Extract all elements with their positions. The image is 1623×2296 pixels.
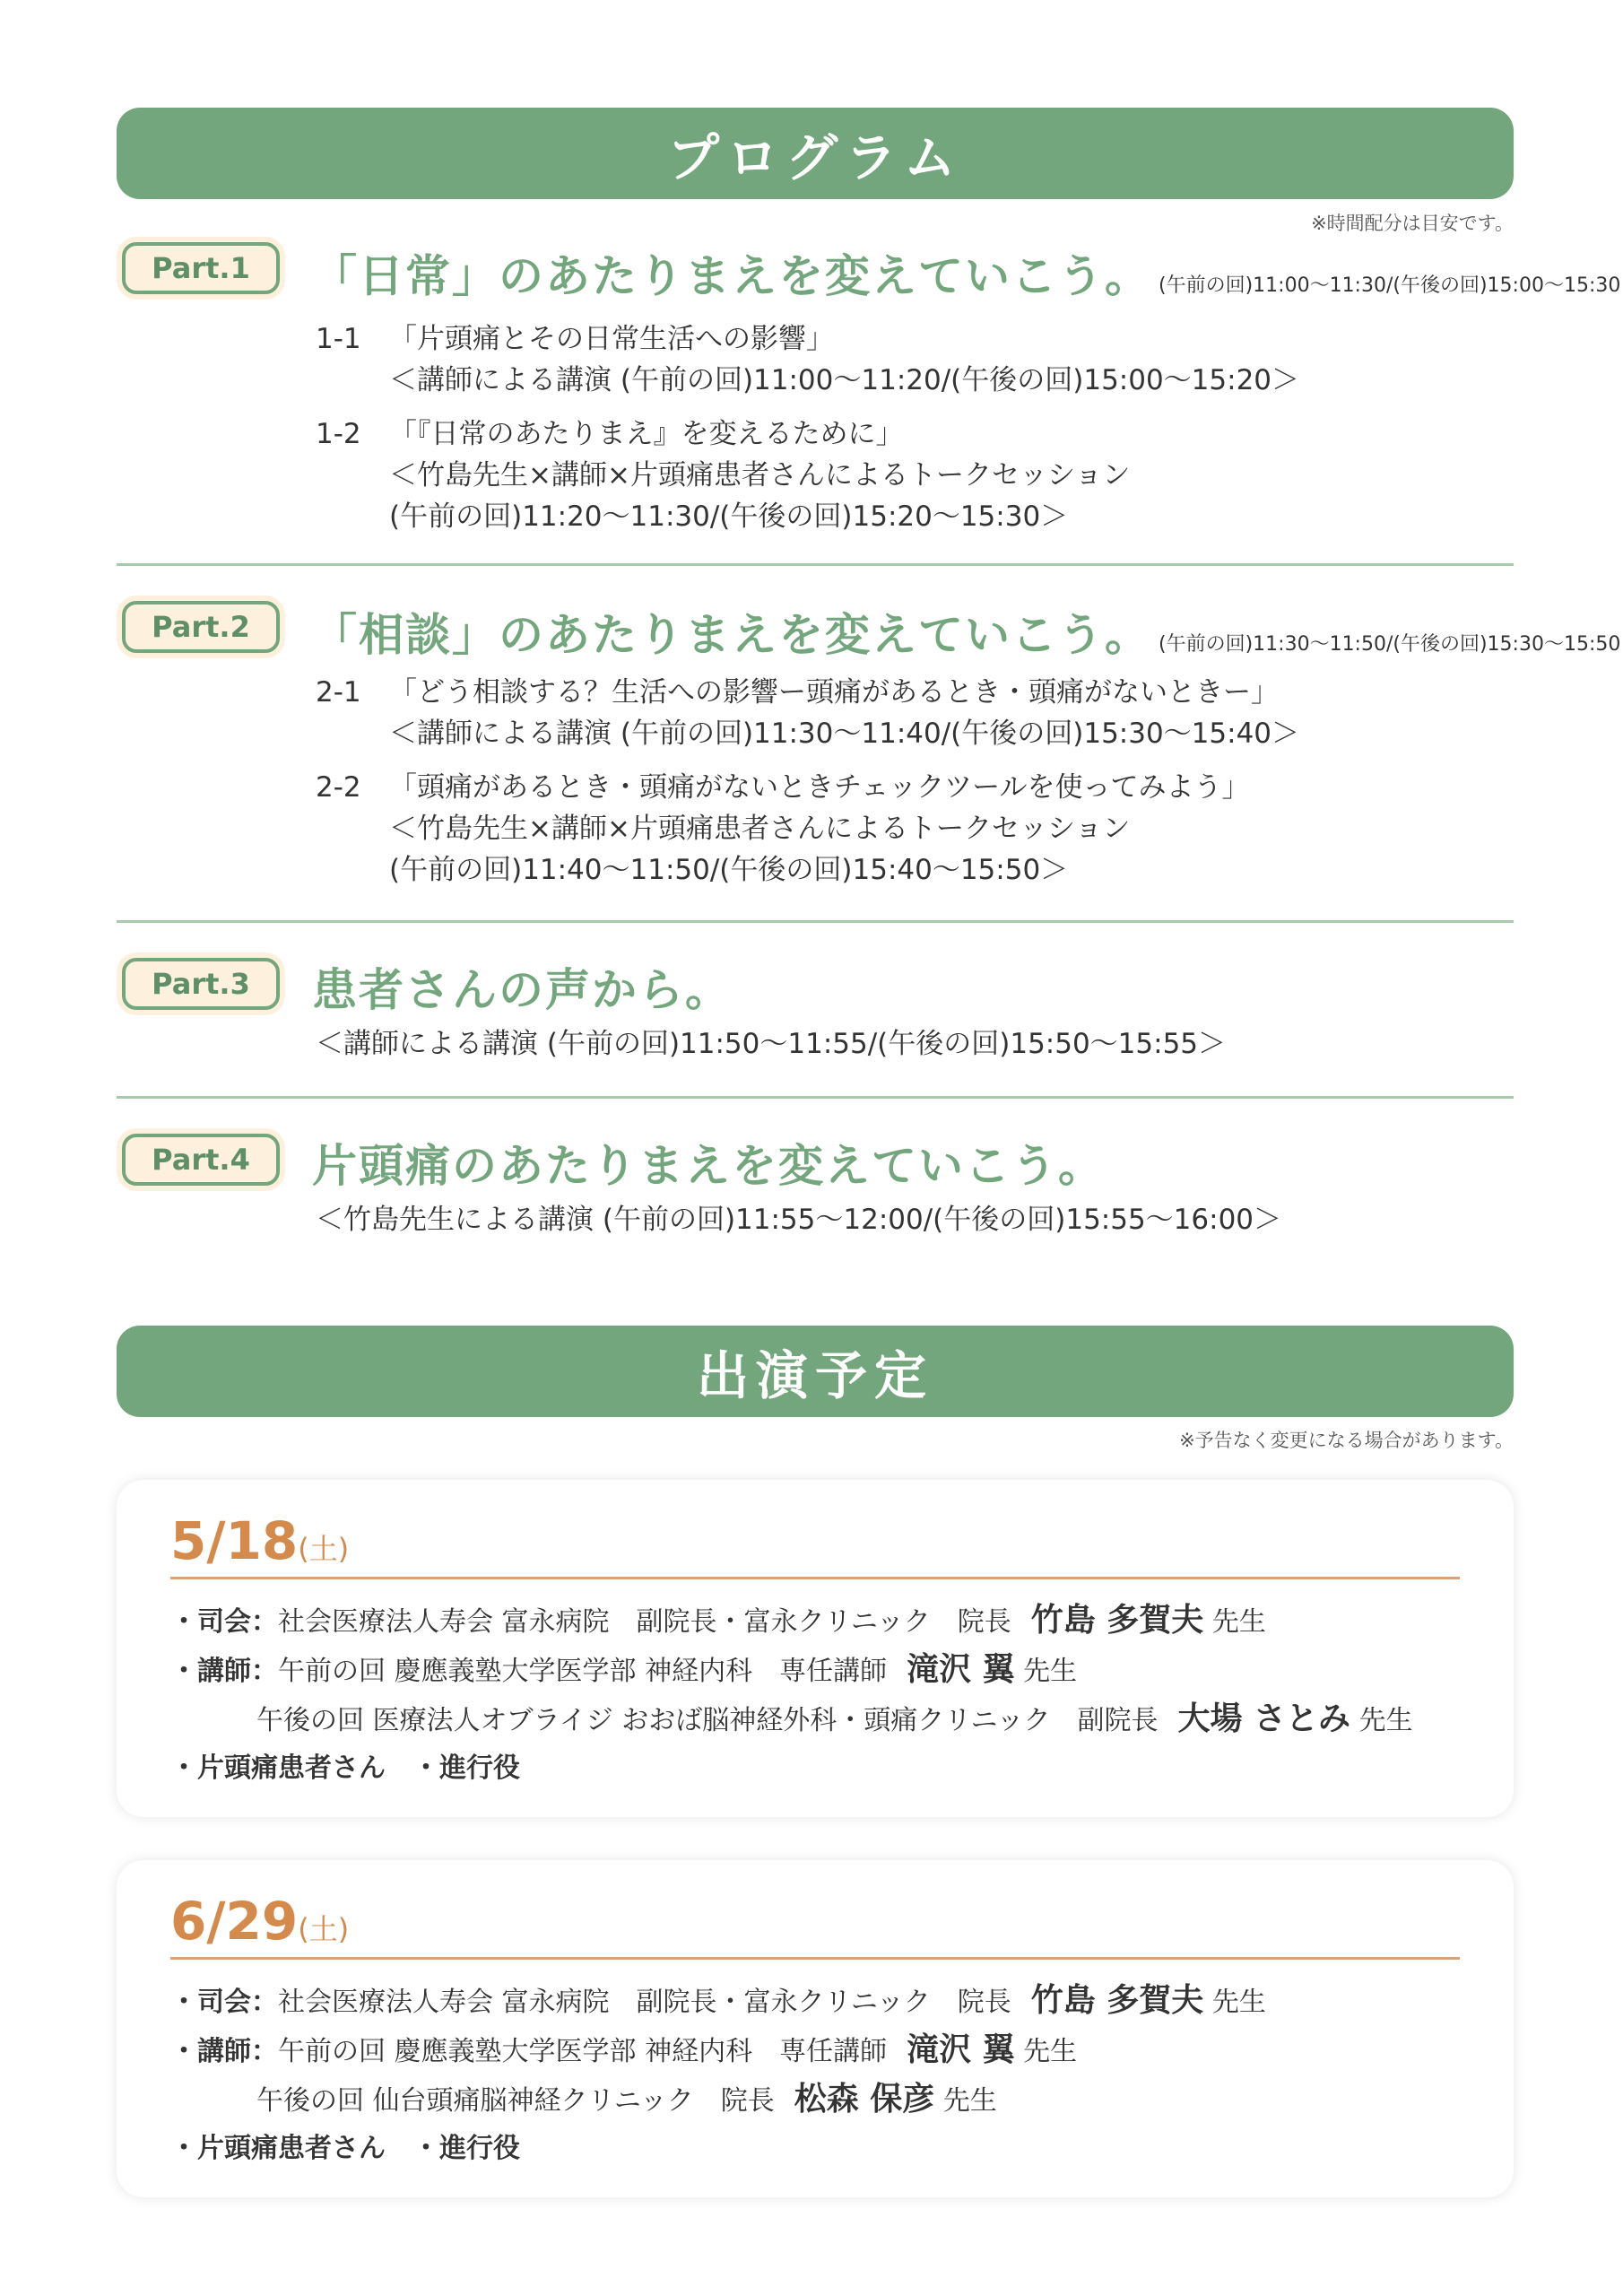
roles-row: ・片頭痛患者さん ・進行役 — [170, 2133, 520, 2164]
divider — [117, 563, 1514, 566]
host-row: ・司会：社会医療法人寿会 富永病院 副院長・富永クリニック 院長 竹島 多賀夫 先生 — [170, 1982, 1266, 2019]
roles-row: ・片頭痛患者さん ・進行役 — [170, 1752, 520, 1784]
part2-time: (午前の回)11:30～11:50/(午後の回)15:30～15:50 — [1159, 633, 1621, 656]
item-1-2-time: (午前の回)11:20～11:30/(午後の回)15:20～15:30＞ — [389, 500, 1069, 533]
item-1-1: 1-1 「片頭痛とその日常生活への影響」 — [316, 323, 834, 355]
cast-banner: 出演予定 — [117, 1326, 1514, 1417]
host-row: ・司会：社会医療法人寿会 富永病院 副院長・富永クリニック 院長 竹島 多賀夫 先生 — [170, 1602, 1266, 1639]
part1-title: 「日常」のあたりまえを変えていこう。 (午前の回)11:00～11:30/(午後の回)15:00～15:30 — [312, 250, 1621, 302]
part3-title: 患者さんの声から。 — [312, 964, 732, 1016]
item-2-1: 2-1 「どう相談する？生活への影響ー頭痛があるとき・頭痛がないときー」 — [316, 676, 1279, 709]
lecturer-pm-row: 午後の回 医療法人オブライジ おおば脳神経外科・頭痛クリニック 副院長 大場 さとみ 先生 — [256, 1700, 1413, 1737]
part4-detail: ＜竹島先生による講演 (午前の回)11:55～12:00/(午後の回)15:55～16:00＞ — [316, 1204, 1282, 1236]
part1-badge: Part.1 — [122, 242, 280, 294]
program-banner: プログラム — [117, 108, 1514, 199]
item-2-2-time: (午前の回)11:40～11:50/(午後の回)15:40～15:50＞ — [389, 854, 1069, 886]
part3-detail: ＜講師による講演 (午前の回)11:50～11:55/(午後の回)15:50～15:55＞ — [316, 1028, 1227, 1060]
item-1-2: 1-2 「『日常のあたりまえ』を変えるために」 — [316, 418, 904, 450]
item-2-2-detail: ＜竹島先生×講師×片頭痛患者さんによるトークセッション — [389, 813, 1131, 845]
part2-badge: Part.2 — [122, 601, 280, 653]
part1-time: (午前の回)11:00～11:30/(午後の回)15:00～15:30 — [1159, 274, 1621, 297]
date-rule — [170, 1577, 1460, 1579]
part2-title: 「相談」のあたりまえを変えていこう。 (午前の回)11:30～11:50/(午後の回)15:30～15:50 — [312, 609, 1621, 661]
program-note: ※時間配分は目安です。 — [1311, 213, 1514, 234]
day-of-week: (土) — [298, 1532, 350, 1566]
item-1-1-detail: ＜講師による講演 (午前の回)11:00～11:20/(午後の回)15:00～15:20＞ — [389, 364, 1300, 396]
item-1-2-detail: ＜竹島先生×講師×片頭痛患者さんによるトークセッション — [389, 459, 1131, 491]
event-date: 5/18(土) — [170, 1510, 350, 1571]
part3-badge: Part.3 — [122, 958, 280, 1010]
cast-card-0629 — [117, 1860, 1514, 2197]
cast-card-0518 — [117, 1480, 1514, 1817]
date-rule — [170, 1957, 1460, 1960]
part4-title: 片頭痛のあたりまえを変えていこう。 — [312, 1140, 1105, 1192]
part4-badge: Part.4 — [122, 1134, 280, 1186]
divider — [117, 920, 1514, 923]
item-2-2: 2-2 「頭痛があるとき・頭痛がないときチェックツールを使ってみよう」 — [316, 771, 1250, 804]
lecturer-am-row: ・講師：午前の回 慶應義塾大学医学部 神経内科 専任講師 滝沢 翼 先生 — [170, 2031, 1078, 2068]
event-date: 6/29(土) — [170, 1891, 350, 1952]
item-2-1-detail: ＜講師による講演 (午前の回)11:30～11:40/(午後の回)15:30～15:40＞ — [389, 718, 1300, 750]
lecturer-pm-row: 午後の回 仙台頭痛脳神経クリニック 院長 松森 保彦 先生 — [256, 2081, 997, 2118]
cast-note: ※予告なく変更になる場合があります。 — [1179, 1430, 1514, 1451]
day-of-week: (土) — [298, 1912, 350, 1946]
divider — [117, 1096, 1514, 1099]
lecturer-am-row: ・講師：午前の回 慶應義塾大学医学部 神経内科 専任講師 滝沢 翼 先生 — [170, 1651, 1078, 1688]
